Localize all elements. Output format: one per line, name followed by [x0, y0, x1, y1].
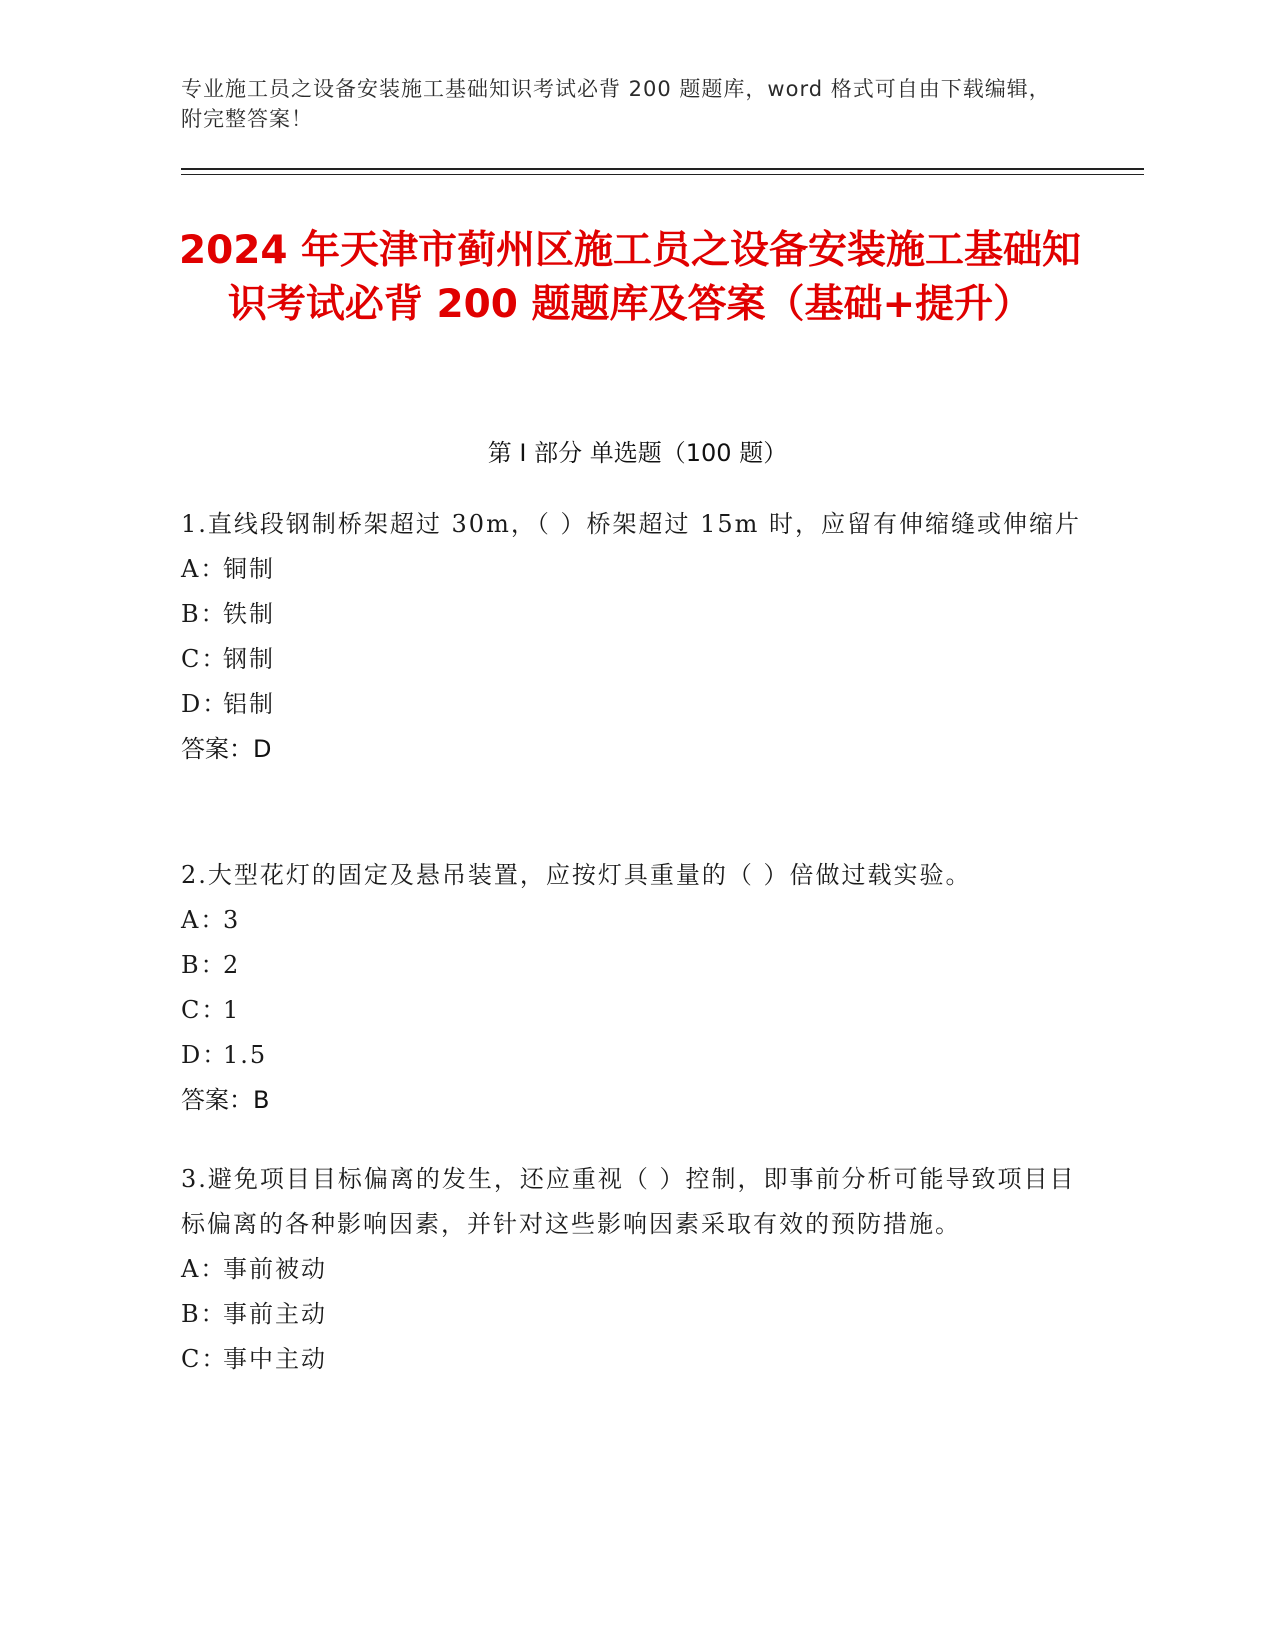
option-text: 事前被动 [223, 1255, 327, 1283]
option-text: 铁制 [223, 600, 275, 628]
answer-line: 答案：D [181, 735, 272, 763]
question-stem: 1.直线段钢制桥架超过 30m，（ ）桥架超过 15m 时，应留有伸缩缝或伸缩片 [181, 510, 1082, 538]
option-text: 1.5 [223, 1041, 268, 1069]
option-d [181, 682, 1081, 727]
option-text: 铜制 [223, 555, 275, 583]
option-letter: C： [181, 1345, 228, 1373]
option-text: 铝制 [223, 690, 275, 718]
option-text: 事前主动 [223, 1300, 327, 1328]
document-title: 2024 年天津市蓟州区施工员之设备安装施工基础知识考试必背 200 题题库及答案（基础+提升） [178, 228, 1082, 327]
option-b [181, 943, 1081, 988]
question-2 [181, 853, 1081, 1123]
header-divider-thin [181, 174, 1144, 175]
option-letter: B： [181, 951, 227, 979]
option-text: 3 [223, 906, 241, 934]
question-3 [181, 1157, 1081, 1382]
option-c [181, 1337, 1081, 1382]
option-text: 2 [223, 951, 241, 979]
header-divider-thick [181, 168, 1144, 170]
option-letter: B： [181, 1300, 227, 1328]
option-c [181, 637, 1081, 682]
option-letter: C： [181, 996, 228, 1024]
option-b [181, 592, 1081, 637]
option-text: 钢制 [223, 645, 275, 673]
option-letter: D： [181, 1041, 229, 1069]
option-c [181, 988, 1081, 1033]
option-text: 1 [223, 996, 241, 1024]
option-a [181, 898, 1081, 943]
option-letter: A： [181, 555, 227, 583]
option-letter: A： [181, 906, 227, 934]
question-stem: 3.避免项目目标偏离的发生，还应重视（ ）控制，即事前分析可能导致项目目标偏离的各种影响因素，并针对这些影响因素采取有效的预防措施。 [181, 1165, 1076, 1238]
option-letter: D： [181, 690, 229, 718]
option-letter: C： [181, 645, 228, 673]
option-d [181, 1033, 1081, 1078]
option-b [181, 1292, 1081, 1337]
header-note: 专业施工员之设备安装施工基础知识考试必背 200 题题库，word 格式可自由下载编辑，附完整答案！ [181, 77, 1051, 131]
question-stem: 2.大型花灯的固定及悬吊装置，应按灯具重量的（ ）倍做过载实验。 [181, 861, 972, 889]
section-heading: 第 I 部分 单选题（100 题） [487, 439, 788, 467]
answer-line: 答案：B [181, 1086, 270, 1114]
option-letter: B： [181, 600, 227, 628]
question-1 [181, 502, 1081, 772]
option-text: 事中主动 [223, 1345, 327, 1373]
option-letter: A： [181, 1255, 227, 1283]
option-a [181, 1247, 1081, 1292]
option-a [181, 547, 1081, 592]
